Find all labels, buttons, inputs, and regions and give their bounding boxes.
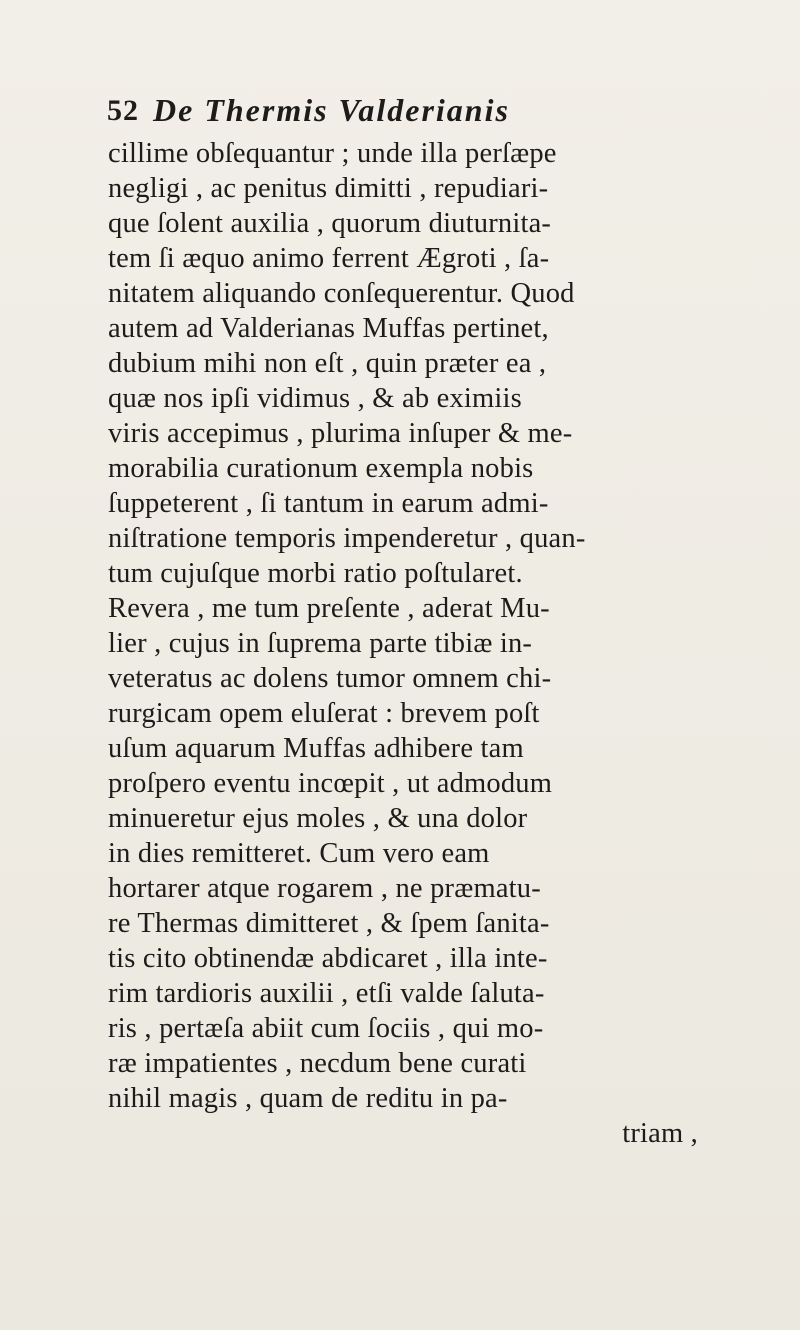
text-line: lier , cujus in ſuprema parte tibiæ in- [108, 628, 533, 659]
text-line: quæ nos ipſi vidimus , & ab eximiis [108, 383, 522, 414]
text-line: tis cito obtinendæ abdicaret , illa inte- [108, 943, 548, 974]
text-line: dubium mihi non eſt , quin præter ea , [108, 348, 547, 379]
text-line: autem ad Valderianas Muffas pertinet, [108, 313, 549, 344]
running-title: De Thermis Valderianis [153, 92, 510, 128]
text-line: viris accepimus , plurima inſuper & me- [108, 418, 573, 449]
text-line: tem ſi æquo animo ferrent Ægroti , ſa- [108, 243, 550, 274]
text-line: nihil magis , quam de reditu in pa- [108, 1083, 508, 1114]
text-line: morabilia curationum exempla nobis [108, 453, 534, 484]
text-line: negligi , ac penitus dimitti , repudiari- [108, 173, 549, 204]
text-line: proſpero eventu incœpit , ut admodum [108, 768, 553, 799]
text-line: hortarer atque rogarem , ne præmatu- [108, 873, 541, 904]
page-number: 52 [107, 94, 139, 127]
text-line: uſum aquarum Muffas adhibere tam [108, 733, 524, 764]
text-line: tum cujuſque morbi ratio poſtularet. [108, 558, 523, 589]
text-line: re Thermas dimitteret , & ſpem ſanita- [108, 908, 550, 939]
text-line: rim tardioris auxilii , etſi valde ſaluta- [108, 978, 545, 1009]
text-line: rurgicam opem eluſerat : brevem poſt [108, 698, 540, 729]
text-line: Revera , me tum preſente , aderat Mu- [108, 593, 550, 624]
text-line: ræ impatientes , necdum bene curati [108, 1048, 527, 1079]
text-line: in dies remitteret. Cum vero eam [108, 838, 490, 869]
catchword: triam , [622, 1118, 698, 1149]
text-line: ſuppeterent , ſi tantum in earum admi- [108, 488, 549, 519]
text-line: niſtratione temporis impenderetur , quan- [108, 523, 586, 554]
text-line: que ſolent auxilia , quorum diuturnita- [108, 208, 552, 239]
text-line: nitatem aliquando conſequerentur. Quod [108, 278, 575, 309]
text-line: minueretur ejus moles , & una dolor [108, 803, 528, 834]
text-line: veteratus ac dolens tumor omnem chi- [108, 663, 552, 694]
text-line: cillime obſequantur ; unde illa perſæpe [108, 138, 557, 169]
text-line: ris , pertæſa abiit cum ſociis , qui mo- [108, 1013, 544, 1044]
